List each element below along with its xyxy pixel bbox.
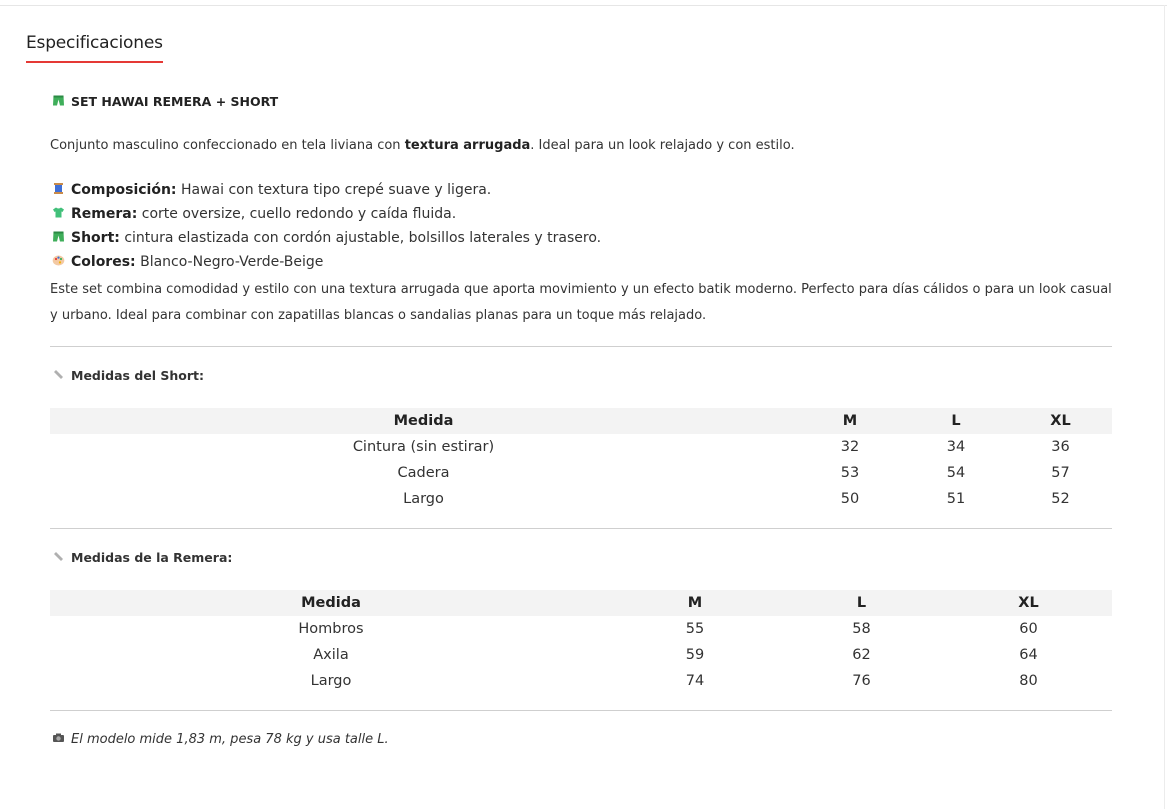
spec-short-text: cintura elastizada con cordón ajustable, bolsillos laterales y trasero.: [119, 230, 602, 246]
table-cell: 36: [1051, 439, 1070, 455]
spec-colores-label: Colores:: [71, 254, 136, 270]
table-cell: Cintura (sin estirar): [352, 439, 495, 455]
divider: [50, 346, 1112, 347]
table-cell: 51: [946, 491, 966, 507]
table-cell: Hombros: [298, 621, 364, 637]
spec-composicion-label: Composición:: [71, 182, 177, 198]
table-cell: 64: [1019, 647, 1038, 663]
table-cell: 58: [852, 621, 871, 637]
table-cell: 60: [1019, 621, 1038, 637]
table-row: [50, 434, 1112, 460]
shorts-icon: [52, 230, 65, 243]
divider: [50, 528, 1112, 529]
product-heading: [52, 94, 278, 109]
table-header-cell: Medida: [50, 408, 797, 434]
tshirt-icon: [52, 206, 65, 219]
table-cell: Largo: [310, 673, 352, 689]
table-row: [50, 486, 1112, 512]
table-row: [50, 616, 1112, 642]
table-header-row: [50, 408, 1112, 434]
table-header-cell: M: [797, 408, 903, 434]
table-cell: 32: [840, 439, 860, 455]
table-cell: 50: [840, 491, 860, 507]
table-cell: 54: [946, 465, 966, 481]
top-border: [0, 5, 1167, 6]
thread-icon: [52, 182, 65, 195]
ruler-icon: [52, 550, 65, 563]
spec-short-label: Short:: [71, 230, 120, 246]
table-cell: 53: [840, 465, 860, 481]
table-header-cell: L: [778, 590, 945, 616]
table-cell: 74: [685, 673, 705, 689]
spec-colores-text: Blanco-Negro-Verde-Beige: [135, 254, 324, 270]
short-measures-heading: [52, 368, 204, 383]
table-cell: 62: [852, 647, 871, 663]
table-header-row: [50, 590, 1112, 616]
table-cell: 59: [685, 647, 705, 663]
spec-composicion-text: Hawai con textura tipo crepé suave y ligera.: [176, 182, 492, 198]
palette-icon: [52, 254, 65, 267]
table-cell: Axila: [313, 647, 349, 663]
table-cell: 57: [1051, 465, 1070, 481]
remera-size-table: [50, 590, 1112, 694]
table-row: [50, 668, 1112, 694]
short-size-table: [50, 408, 1112, 512]
table-header-cell: Medida: [50, 590, 612, 616]
table-cell: 80: [1019, 673, 1038, 689]
table-row: [50, 460, 1112, 486]
intro-text-after: . Ideal para un look relajado y con estilo.: [530, 138, 795, 153]
spec-remera-text: corte oversize, cuello redondo y caída fluida.: [137, 206, 457, 222]
table-header-cell: XL: [1009, 408, 1112, 434]
ruler-icon: [52, 368, 65, 381]
description-paragraph: Este set combina comodidad y estilo con una textura arrugada que aporta movimiento y un efecto batik moderno. Perfecto para días cálidos o para un look casual y urbano. Ideal para combinar con zapatillas blancas o sandalias planas para un toque más relajado.: [50, 282, 1112, 323]
spec-remera: [52, 206, 456, 222]
model-note: [52, 731, 389, 747]
table-cell: Cadera: [397, 465, 450, 481]
spec-remera-label: Remera:: [71, 206, 138, 222]
intro-text-bold: textura arrugada: [404, 138, 531, 153]
intro-text-before: Conjunto masculino confeccionado en tela liviana con: [50, 138, 405, 153]
camera-icon: [52, 731, 65, 744]
remera-measures-heading: [52, 550, 232, 565]
intro-paragraph: [50, 138, 795, 153]
right-border: [1164, 5, 1165, 809]
table-cell: 52: [1051, 491, 1070, 507]
tab-especificaciones[interactable]: Especificaciones: [26, 33, 163, 63]
shorts-icon: [52, 94, 65, 107]
spec-colores: [52, 254, 323, 270]
table-cell: 34: [946, 439, 966, 455]
divider: [50, 710, 1112, 711]
model-note-text: El modelo mide 1,83 m, pesa 78 kg y usa talle L.: [71, 732, 389, 747]
short-measures-title: Medidas del Short:: [71, 368, 205, 383]
spec-short: [52, 230, 601, 246]
table-header-cell: L: [903, 408, 1009, 434]
table-cell: Largo: [403, 491, 444, 507]
table-cell: 76: [852, 673, 871, 689]
table-cell: 55: [685, 621, 705, 637]
spec-composicion: [52, 182, 491, 198]
table-row: [50, 642, 1112, 668]
table-header-cell: M: [612, 590, 778, 616]
remera-measures-title: Medidas de la Remera:: [71, 550, 233, 565]
product-heading-text: SET HAWAI REMERA + SHORT: [71, 94, 279, 109]
table-header-cell: XL: [945, 590, 1112, 616]
